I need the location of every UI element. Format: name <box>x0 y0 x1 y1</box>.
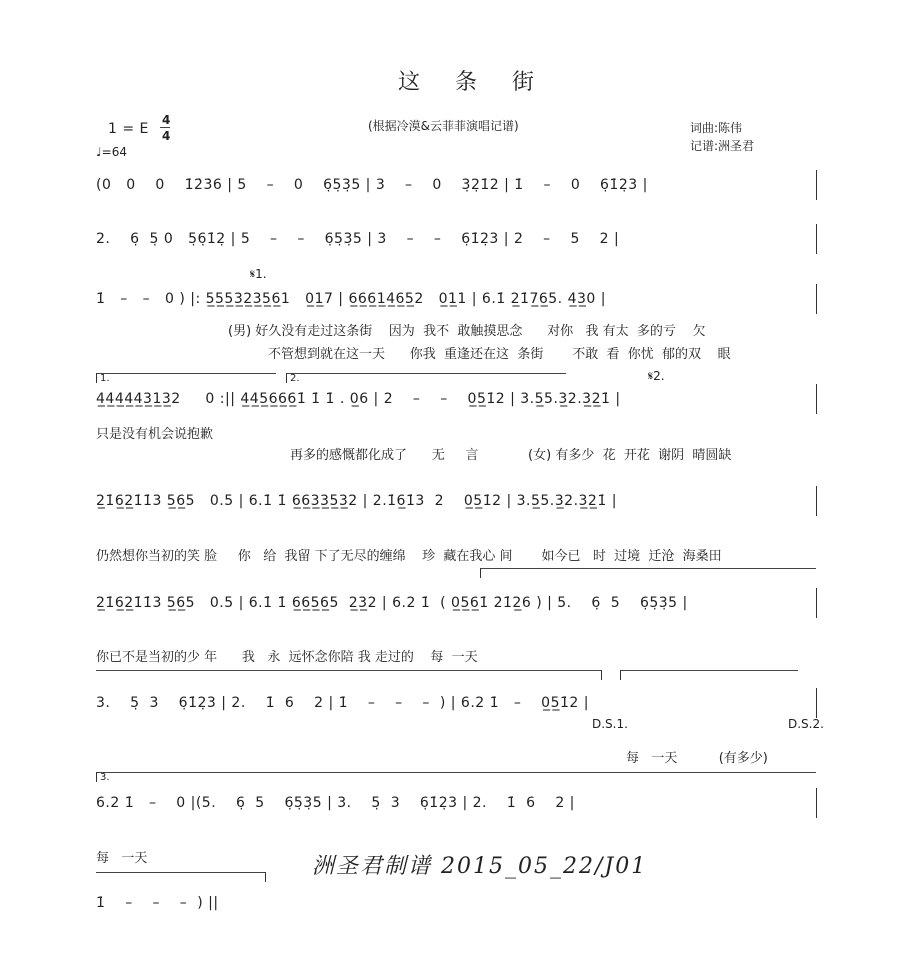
score-row-5: 2̲1̇6̲2̲1̇1̇3 5̲6̲5 0.5 | 6.1̇ 1̇ 6̲6̲3̲3̲5̲3̲2 | 2.1̇6̲1̇3 2 0̲5̲1̇2 | 3.5̲5.3̲2.3̲2̲1̇ | <box>96 493 617 509</box>
lyric-row-4-a: 只是没有机会说抱歉 <box>96 427 214 442</box>
time-signature-top: 4 <box>162 113 171 127</box>
ds1-marker: D.S.1. <box>592 717 628 731</box>
score-row-8: 6.2 1̇ – 0 |(5. 6̣ 5 6̣5̣3̣5 | 3. 5̣ 3 6̣1̇2̣3 | 2. 1̇ 6 2 | <box>96 795 575 811</box>
segno-2: 𝄋2. <box>648 369 665 383</box>
volta-1: 1. <box>100 373 110 384</box>
credits-transcriber: 记谱:洲圣君 <box>690 139 755 153</box>
tempo-marking: ♩=64 <box>96 145 127 159</box>
lyric-row-3-a: (男) 好久没有走过这条街 因为 我不 敢触摸思念 对你 我 有太 多的亏 欠 <box>228 324 706 339</box>
score-row-4: 4̲4̲4̲4̲4̲3̲1̲3̲2 0 :|| 4̲4̲5̲6̲6̲6̲1̇ 1̇ 1̇ . 0̲6 | 2 – – 0̲5̲1̇2 | 3.5̲5.3̲2.3̲2̲1̇ | <box>96 391 621 407</box>
lyric-row-7: 每 一天 (有多少) <box>626 751 768 766</box>
credits-composer: 词曲:陈伟 <box>690 121 743 135</box>
volta-3: 3. <box>100 772 110 783</box>
score-row-6: 2̲1̇6̲2̲1̇1̇3 5̲6̲5 0.5 | 6.1̇ 1̇ 6̲6̲5̲6̲5 2̲3̲2 | 6.2 1̇ ( 0̲5̲6̲1̇ 2̇1̇2̲6 ) | 5. 6̣ 5 6̣5̣3̣5 | <box>96 595 688 611</box>
segno-1: 𝄋1. <box>250 267 267 281</box>
lyric-row-4-b: 再多的感慨都化成了 无 言 (女) 有多少 花 开花 谢阴 晴圆缺 <box>290 448 732 463</box>
score-row-3: 1̇ – – 0 ) |: 5̲5̲5̲3̲2̲3̲5̲6̲1 0̲1̲7 | 6̲6̲6̲1̲4̲6̲5̲2 0̲1̲1 | 6.1̇ 2̲1̇7̲6̲5. 4̲3̲0 | <box>96 291 606 307</box>
score-row-2: 2. 6̣ 5̣ 0 5̣6̣1̇2̣ | 5 – – 6̣5̣3̣5 | 3 – – 6̣1̇2̣3 | 2 – 5 2 | <box>96 231 620 247</box>
page-title: 这 条 街 <box>398 70 548 95</box>
score-row-7: 3. 5̣ 3 6̣1̇2̣3 | 2. 1̇ 6 2 | 1̇ – – – ) | 6.2 1̇ – 0̲5̲1̇2 | <box>96 695 589 711</box>
source-note: (根据冷漠&云菲菲演唱记谱) <box>368 119 519 133</box>
ds2-marker: D.S.2. <box>788 717 824 731</box>
volta-2: 2. <box>290 373 300 384</box>
transcriber-signature: 洲圣君制谱 2015_05_22/J01 <box>312 854 648 879</box>
score-row-1: (0 0 0 1̇2̇3̇6 | 5 – 0 6̣5̣3̣5 | 3 – 0 3̣2̣1̇2 | 1̇ – 0 6̣1̇2̣3 | <box>96 177 648 193</box>
time-signature-bottom: 4 <box>162 129 171 143</box>
lyric-row-6: 你已不是当初的少 年 我 永 远怀念你陪 我 走过的 每 一天 <box>96 650 478 665</box>
score-row-9: 1̇ – – – ) || <box>96 895 219 911</box>
lyric-row-3-b: 不管想到就在这一天 你我 重逢还在这 条街 不敢 看 你忧 郁的双 眼 <box>268 347 731 362</box>
key-signature: 1 = E <box>108 121 149 137</box>
lyric-row-5: 仍然想你当初的笑 脸 你 给 我留 下了无尽的缠绵 珍 藏在我心 间 如今已 时 过境 迁沧 海桑田 <box>96 549 722 564</box>
lyric-row-8: 每 一天 <box>96 851 148 866</box>
